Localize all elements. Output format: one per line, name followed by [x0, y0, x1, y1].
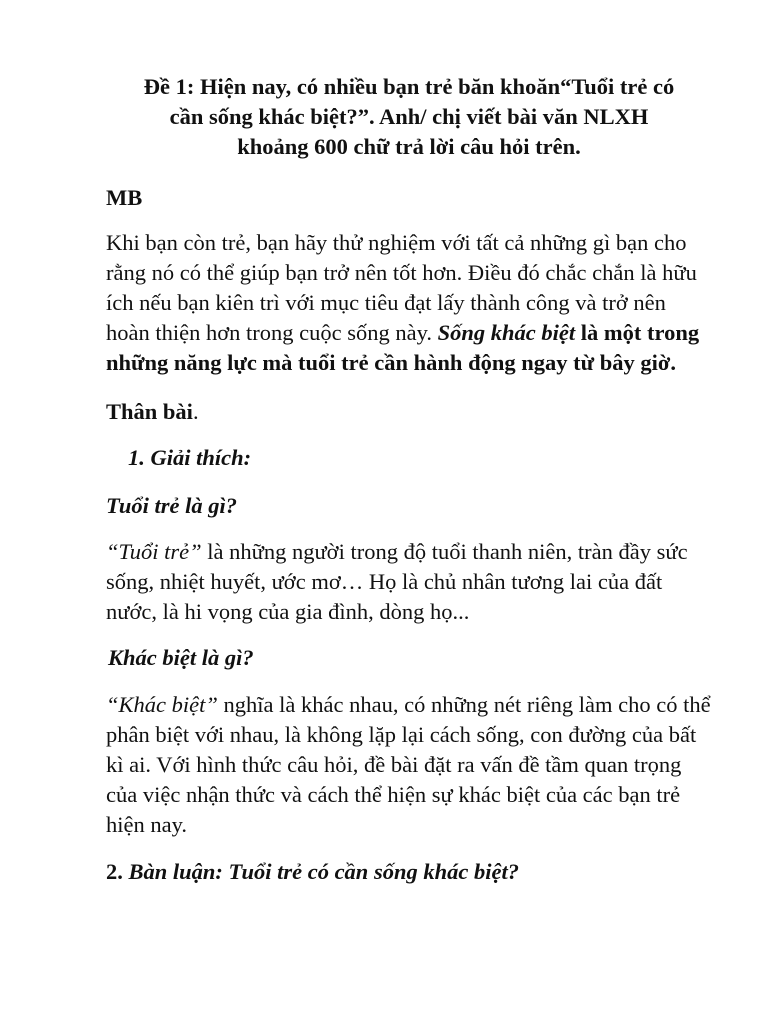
mb-emphasis-term: Sống khác biệt [437, 320, 576, 345]
tuoi-tre-definition [106, 537, 712, 627]
title-line-1: Đề 1: Hiện nay, có nhiều bạn trẻ băn khoăn“Tuổi trẻ có [143, 74, 675, 99]
section-2-heading-line [106, 857, 712, 887]
than-bai-heading-line [106, 397, 712, 427]
mb-paragraph [106, 228, 712, 378]
section-1-heading: 1. Giải thích: [128, 445, 252, 470]
title-line-2: cần sống khác biệt?”. Anh/ chị viết bài văn NLXH [169, 104, 649, 129]
question-tuoi-tre-heading: Tuổi trẻ là gì? [106, 493, 238, 518]
question-khac-biet-heading: Khác biệt là gì? [108, 645, 254, 670]
essay-prompt-title [106, 72, 712, 162]
khac-biet-term: “Khác biệt” [106, 692, 218, 717]
khac-biet-text: nghĩa là khác nhau, có những nét riêng làm cho có thể phân biệt với nhau, là không lặp lại cách sống, con đường của bất kì ai. Với hình thức câu hỏi, đề bài đặt ra vấn đề tầm quan trọng của việc nhận thức và cách thể hiện sự khác biệt của các bạn trẻ hiện nay. [106, 692, 711, 837]
mb-paragraph-text: Khi bạn còn trẻ, bạn hãy thử nghiệm với tất cả những gì bạn cho rằng nó có thể giúp bạn trở nên tốt hơn. Điều đó chắc chắn là hữu ích nếu bạn kiên trì với mục tiêu đạt lấy thành công và trở nên hoàn thiện hơn trong cuộc sống này. [106, 230, 697, 345]
than-bai-heading: Thân bài [106, 399, 193, 424]
section-2-number: 2. [106, 859, 123, 884]
mb-heading: MB [106, 185, 143, 210]
mb-emphasis-text: là một trong những năng lực mà tuổi trẻ cần hành động ngay từ bây giờ. [106, 320, 700, 375]
khac-biet-definition [106, 690, 712, 840]
tuoi-tre-term: “Tuổi trẻ” [106, 539, 202, 564]
section-2-heading: Bàn luận: Tuổi trẻ có cần sống khác biệt? [122, 859, 519, 884]
tuoi-tre-text: là những người trong độ tuổi thanh niên, tràn đầy sức sống, nhiệt huyết, ước mơ… Họ là chủ nhân tương lai của đất nước, là hi vọng của gia đình, dòng họ... [106, 539, 688, 624]
title-line-3: khoảng 600 chữ trả lời câu hỏi trên. [237, 134, 581, 159]
than-bai-punct: . [192, 399, 199, 424]
